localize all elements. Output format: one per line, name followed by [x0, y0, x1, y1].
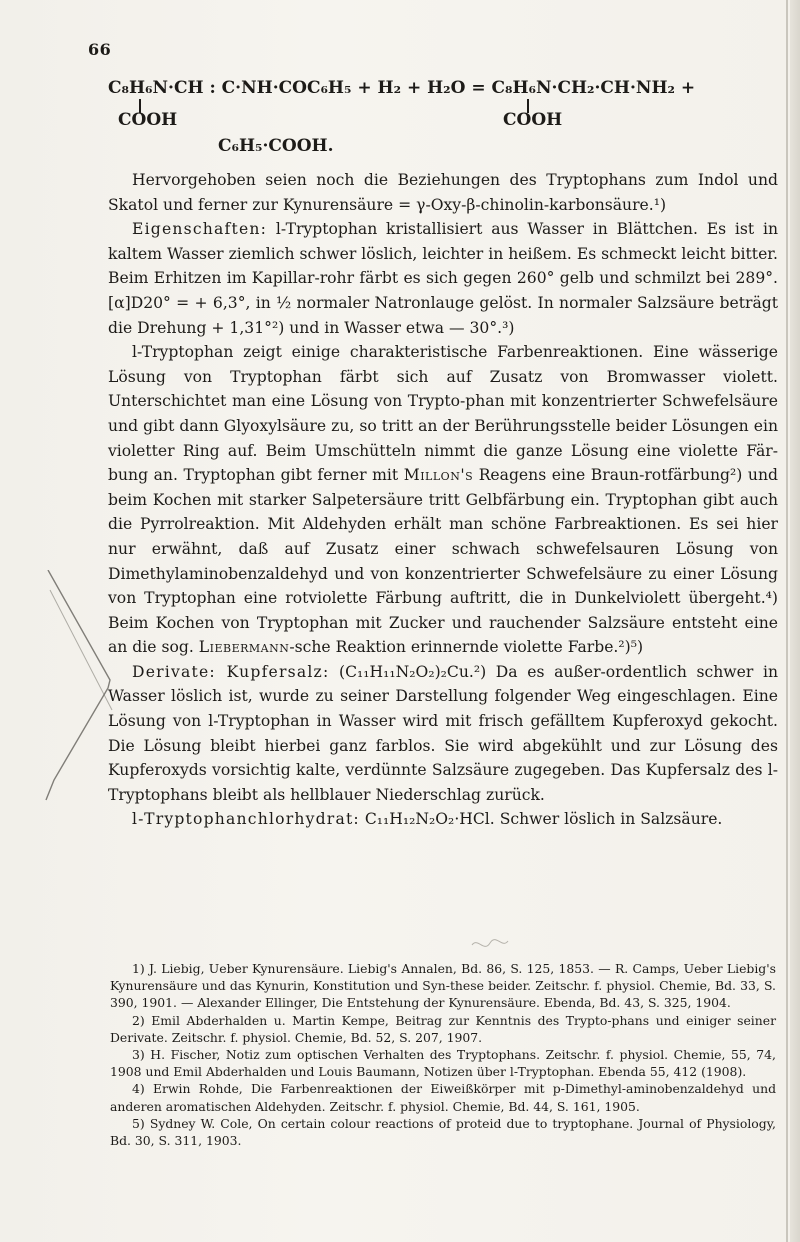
liebermann-name: Liebermann: [198, 638, 290, 657]
chlorhydrate-text: C₁₁H₁₂N₂O₂·HCl. Schwer löslich in Salzsäure.: [359, 810, 723, 829]
body-text: [108, 168, 778, 832]
equation-line-1: C₈H₆N·CH : C·NH·COC₆H₅ + H₂ + H₂O = C₈H₆N·CH₂·CH·NH₂ +: [108, 78, 696, 98]
pencil-margin-mark: [40, 570, 120, 990]
footnote-5: 5) Sydney W. Cole, On certain colour reactions of proteid due to tryptophane. Journal of Physiology, Bd. 30, S. 311, 1903.: [110, 1115, 776, 1149]
paragraph-derivatives: [108, 660, 778, 808]
footnotes: [110, 960, 776, 1149]
equation-line-2-left: COOH: [118, 110, 178, 130]
chemical-equation: [108, 78, 788, 168]
footnote-2: 2) Emil Abderhalden u. Martin Kempe, Beitrag zur Kenntnis des Trypto-phans und einiger seiner Derivate. Zeitschr. f. physiol. Chemie, Bd. 52, S. 207, 1907.: [110, 1012, 776, 1045]
millon-name: Millon's: [403, 466, 474, 485]
pencil-scribble: [470, 935, 510, 955]
color-reactions-text-a: l-Tryptophan zeigt einige charakteristische Farbenreaktionen. Eine wässerige Lösung von Tryptophan färbt sich auf Zusatz von Bromwasser violett. Unterschichtet man eine Lösung von Trypto-phan mit konzentrierter Schwefelsäure und gibt dann Glyoxylsäure zu, so tritt an der Berührungsstelle beider Lösungen ein violetter Ring auf. Beim Umschütteln nimmt die ganze Lösung eine violette Fär-bung an. Tryptophan gibt ferner mit: [108, 343, 778, 485]
color-reactions-text-b: Reagens eine Braun-rotfärbung²) und beim Kochen mit starker Salpetersäure tritt Gelbfärbung ein. Tryptophan gibt auch die Pyrrolreaktion. Mit Aldehyden erhält man schöne Farbreaktionen. Es sei hier nur erwähnt, daß auf Zusatz einer schwach schwefelsauren Lösung von Dimethylaminobenzaldehyd und von konzentrierter Schwefelsäure zu einer Lösung von Tryptophan eine rotviolette Färbung auftritt, die in Dunkelviolett übergeht.⁴) Beim Kochen von Tryptophan mit Zucker und rauchender Salzsäure entsteht eine an die sog.: [108, 466, 778, 657]
properties-text: l-Tryptophan kristallisiert aus Wasser in Blättchen. Es ist in kaltem Wasser ziemlich schwer löslich, leichter in heißem. Es schmeckt leicht bitter. Beim Erhitzen im Kapillar-rohr färbt es sich gegen 260° gelb und schmilzt bei 289°. [α]D20° = + 6,3°, in ½ normaler Natronlauge gelöst. In normaler Salzsäure beträgt die Drehung + 1,31°²) und in Wasser etwa — 30°.³): [108, 220, 778, 337]
page-edge-shadow: [790, 0, 800, 1242]
color-reactions-text-c: -sche Reaktion erinnernde violette Farbe.²)⁵): [289, 638, 644, 657]
paragraph-relations: Hervorgehoben seien noch die Beziehungen des Tryptophans zum Indol und Skatol und ferner zur Kynurensäure = γ-Oxy-β-chinolin-karbonsäure.¹): [108, 171, 778, 214]
page-edge-line: [786, 0, 788, 1242]
derivatives-text: (C₁₁H₁₁N₂O₂)₂Cu.²) Da es außer-ordentlich schwer in Wasser löslich ist, wurde zu seiner Darstellung folgender Weg eingeschlagen. Eine Lösung von l-Tryptophan in Wasser wird mit frisch gefälltem Kupferoxyd gekocht. Die Lösung bleibt hierbei ganz farblos. Sie wird abgekühlt und zur Lösung des Kupferoxyds vorsichtig kalte, verdünnte Salzsäure zugegeben. Das Kupfersalz des l-Tryptophans bleibt als hellblauer Niederschlag zurück.: [108, 662, 778, 804]
heading-derivatives: Derivate: Kupfersalz:: [132, 662, 330, 681]
equation-line-2-right: COOH: [503, 110, 563, 130]
paragraph-chlorhydrate: [108, 807, 778, 832]
heading-chlorhydrate: l-Tryptophanchlorhydrat:: [132, 810, 360, 829]
paragraph-color-reactions: [108, 340, 778, 660]
page-number: 66: [88, 40, 112, 59]
equation-line-3: C₆H₅·COOH.: [218, 136, 334, 156]
footnote-1: 1) J. Liebig, Ueber Kynurensäure. Liebig's Annalen, Bd. 86, S. 125, 1853. — R. Camps, Ueber Liebig's Kynurensäure und das Kynurin, Konstitution und Syn-these beider. Zeitschr. f. physiol. Chemie, Bd. 33, S. 390, 1901. — Alexander Ellinger, Die Entstehung der Kynurensäure. Ebenda, Bd. 43, S. 325, 1904.: [110, 961, 776, 1011]
footnote-3: 3) H. Fischer, Notiz zum optischen Verhalten des Tryptophans. Zeitschr. f. physiol. Chemie, 55, 74, 1908 und Emil Abderhalden und Louis Baumann, Notizen über l-Tryptophan. Ebenda 55, 412 (1908).: [110, 1047, 776, 1080]
footnote-4: 4) Erwin Rohde, Die Farbenreaktionen der Eiweißkörper mit p-Dimethyl-aminobenzaldehyd und anderen aromatischen Aldehyden. Zeitschr. f. physiol. Chemie, Bd. 44, S. 161, 1905.: [110, 1081, 776, 1114]
paragraph-properties: [108, 217, 778, 340]
heading-properties: Eigenschaften:: [132, 220, 268, 239]
